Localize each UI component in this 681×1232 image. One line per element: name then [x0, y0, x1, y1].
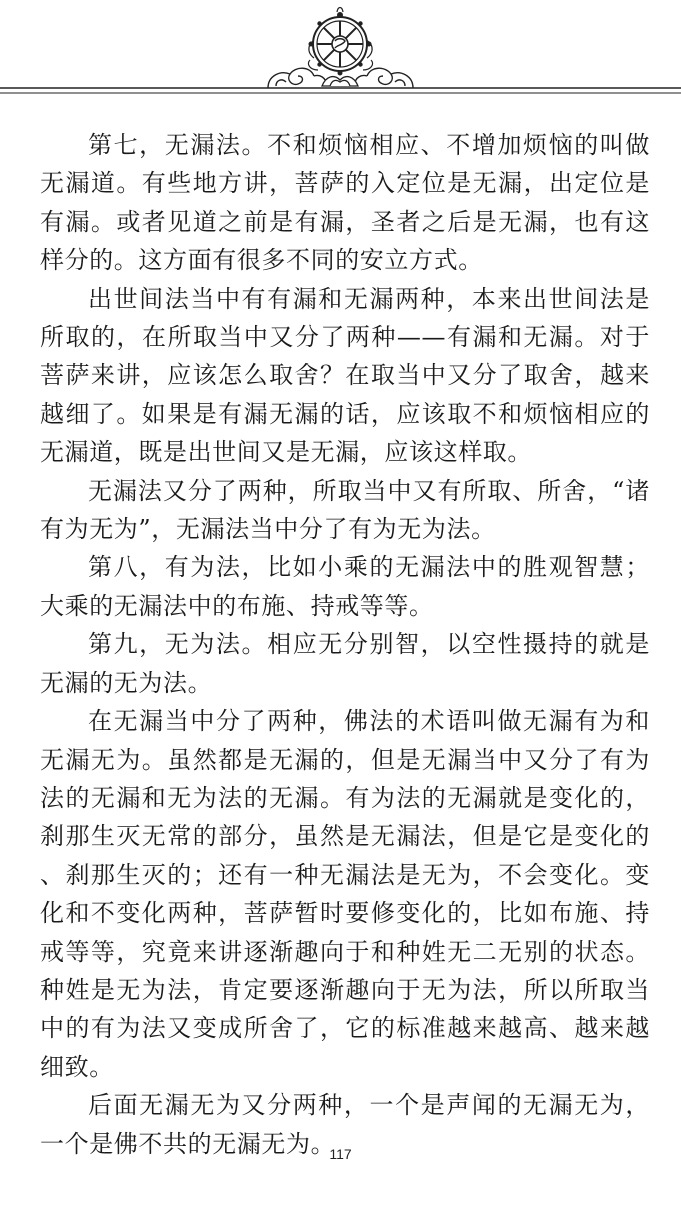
page-header-ornament: [0, 0, 681, 110]
paragraph: 第七，无漏法。不和烦恼相应、不增加烦恼的叫做无漏道。有些地方讲，菩萨的入定位是无漏，出定位是有漏。或者见道之前是有漏，圣者之后是无漏，也有这样分的。这方面有很多不同的安立方式。: [40, 131, 650, 275]
dharma-wheel-icon: [309, 8, 372, 76]
header-decoration: [0, 0, 681, 110]
page-number: 117: [329, 1146, 352, 1162]
body-text: [40, 126, 650, 1163]
paragraph: 无漏法又分了两种，所取当中又有所取、所舍，“诸有为无为”，无漏法当中分了有为无为法。: [40, 476, 650, 544]
paragraph: 在无漏当中分了两种，佛法的术语叫做无漏有为和无漏无为。虽然都是无漏的，但是无漏当中又分了有为法的无漏和无为法的无漏。有为法的无漏就是变化的，刹那生灭无常的部分，虽然是无漏法，但是它是变化的、刹那生灭的；还有一种无漏法是无为，不会变化。变化和不变化两种，菩萨暂时要修变化的，比如布施、持戒等等，究竟来讲逐渐趣向于和种姓无二无别的状态。种姓是无为法，肯定要逐渐趣向于无为法，所以所取当中的有为法又变成所舍了，它的标准越来越高、越来越细致。: [40, 707, 650, 1081]
left-cloud-ornament: [268, 68, 326, 88]
lotus-base: [322, 77, 358, 86]
paragraph: 后面无漏无为又分两种，一个是声闻的无漏无为，一个是佛不共的无漏无为。: [40, 1091, 650, 1158]
paragraph: 出世间法当中有有漏和无漏两种，本来出世间法是所取的，在所取当中又分了两种——有漏和无漏。对于菩萨来讲，应该怎么取舍？在取当中又分了取舍，越来越细了。如果是有漏无漏的话，应该取不和烦恼相应的无漏道，既是出世间又是无漏，应该这样取。: [40, 284, 650, 467]
right-cloud-ornament: [355, 68, 413, 88]
paragraph: 第九，无为法。相应无分别智，以空性摄持的就是无漏的无为法。: [40, 630, 650, 697]
paragraph: 第八，有为法，比如小乘的无漏法中的胜观智慧；大乘的无漏法中的布施、持戒等等。: [40, 553, 650, 620]
